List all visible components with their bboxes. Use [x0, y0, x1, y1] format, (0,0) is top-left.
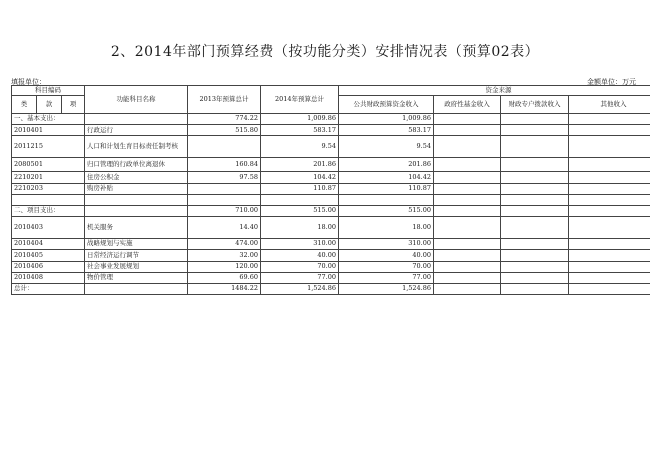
total-2013-cell: 774.22 — [188, 114, 261, 125]
public-budget-cell: 77.00 — [339, 272, 434, 283]
budget-table — [11, 85, 650, 295]
total-2014-cell: 583.17 — [261, 125, 339, 136]
total-2014-cell: 1,009.86 — [261, 114, 339, 125]
public-budget-cell: 18.00 — [339, 217, 434, 239]
table-row — [12, 250, 650, 261]
gov-fund-cell — [434, 239, 501, 250]
gov-fund-cell — [434, 125, 501, 136]
special-account-cell — [501, 183, 569, 194]
public-budget-cell: 110.87 — [339, 183, 434, 194]
table-row — [12, 272, 650, 283]
total-2014-cell: 104.42 — [261, 172, 339, 183]
special-account-cell — [501, 194, 569, 205]
other-income-cell — [569, 114, 650, 125]
table-row — [12, 183, 650, 194]
special-account-cell — [501, 125, 569, 136]
total-2014-cell: 1,524.86 — [261, 283, 339, 294]
special-account-cell — [501, 136, 569, 158]
public-budget-cell: 583.17 — [339, 125, 434, 136]
subject-code-cell: 2210201 — [12, 172, 85, 183]
gov-fund-cell — [434, 158, 501, 172]
public-budget-cell: 1,009.86 — [339, 114, 434, 125]
table-row — [12, 283, 650, 294]
page-title: 2、2014年部门预算经费（按功能分类）安排情况表（预算02表） — [110, 44, 540, 60]
function-name-cell: 行政运行 — [85, 125, 188, 136]
subject-code-cell: 2010405 — [12, 250, 85, 261]
total-2013-cell: 120.00 — [188, 261, 261, 272]
total-2014-cell: 18.00 — [261, 217, 339, 239]
total-2014-cell: 515.00 — [261, 205, 339, 216]
total-2013-cell: 14.40 — [188, 217, 261, 239]
total-2014-cell — [261, 194, 339, 205]
table-row — [12, 172, 650, 183]
table-row — [12, 205, 650, 216]
function-name-cell: 购房补贴 — [85, 183, 188, 194]
gov-fund-cell — [434, 205, 501, 216]
function-name-cell — [85, 205, 188, 216]
total-2013-cell — [188, 136, 261, 158]
other-income-cell — [569, 183, 650, 194]
gov-fund-cell — [434, 272, 501, 283]
total-2014-header: 2014年预算总计 — [261, 86, 339, 114]
subject-code-cell: 2080501 — [12, 158, 85, 172]
public-budget-cell: 104.42 — [339, 172, 434, 183]
special-account-cell — [501, 239, 569, 250]
total-2013-cell: 69.60 — [188, 272, 261, 283]
table-row — [12, 158, 650, 172]
total-2013-cell: 160.84 — [188, 158, 261, 172]
public-budget-header: 公共财政预算资金收入 — [339, 96, 434, 114]
function-name-cell: 人口和计划生育目标责任制考核 — [85, 136, 188, 158]
subject-code-cell: 2010403 — [12, 217, 85, 239]
other-income-cell — [569, 239, 650, 250]
subject-code-cell: 2010408 — [12, 272, 85, 283]
other-income-header: 其他收入 — [569, 96, 650, 114]
total-2014-cell: 201.86 — [261, 158, 339, 172]
public-budget-cell — [339, 194, 434, 205]
function-name-header: 功能科目名称 — [85, 86, 188, 114]
subject-code-cell: 2010401 — [12, 125, 85, 136]
table-row — [12, 194, 650, 205]
gov-fund-cell — [434, 172, 501, 183]
function-name-cell: 住房公积金 — [85, 172, 188, 183]
subject-code-cell: 2010404 — [12, 239, 85, 250]
special-account-cell — [501, 158, 569, 172]
public-budget-cell: 40.00 — [339, 250, 434, 261]
subject-code-cell: 2210203 — [12, 183, 85, 194]
special-account-cell — [501, 205, 569, 216]
total-2014-cell: 40.00 — [261, 250, 339, 261]
special-account-cell — [501, 261, 569, 272]
reporting-unit-label: 填报单位： — [11, 78, 46, 86]
special-account-cell — [501, 272, 569, 283]
special-account-cell — [501, 250, 569, 261]
total-2014-cell: 310.00 — [261, 239, 339, 250]
public-budget-cell: 1,524.86 — [339, 283, 434, 294]
function-name-cell — [85, 283, 188, 294]
source-group-header: 资金来源 — [339, 86, 650, 96]
gov-fund-cell — [434, 114, 501, 125]
total-2013-cell: 710.00 — [188, 205, 261, 216]
other-income-cell — [569, 205, 650, 216]
other-income-cell — [569, 172, 650, 183]
public-budget-cell: 515.00 — [339, 205, 434, 216]
public-budget-cell: 201.86 — [339, 158, 434, 172]
subject-code-cell — [12, 194, 85, 205]
kuan-header: 款 — [37, 96, 62, 114]
function-name-cell — [85, 194, 188, 205]
gov-fund-cell — [434, 283, 501, 294]
other-income-cell — [569, 272, 650, 283]
public-budget-cell: 70.00 — [339, 261, 434, 272]
total-2013-cell: 474.00 — [188, 239, 261, 250]
other-income-cell — [569, 283, 650, 294]
public-budget-cell: 310.00 — [339, 239, 434, 250]
gov-fund-cell — [434, 136, 501, 158]
other-income-cell — [569, 194, 650, 205]
gov-fund-header: 政府性基金收入 — [434, 96, 501, 114]
total-2014-cell: 77.00 — [261, 272, 339, 283]
other-income-cell — [569, 136, 650, 158]
xiang-header: 项 — [62, 96, 85, 114]
other-income-cell — [569, 158, 650, 172]
total-2013-cell — [188, 183, 261, 194]
table-row — [12, 125, 650, 136]
function-name-cell: 社会事业发展规划 — [85, 261, 188, 272]
other-income-cell — [569, 250, 650, 261]
table-row — [12, 136, 650, 158]
gov-fund-cell — [434, 183, 501, 194]
subject-code-cell: 总计： — [12, 283, 85, 294]
other-income-cell — [569, 217, 650, 239]
public-budget-cell: 9.54 — [339, 136, 434, 158]
gov-fund-cell — [434, 194, 501, 205]
function-name-cell: 战略规划与实施 — [85, 239, 188, 250]
special-account-cell — [501, 283, 569, 294]
gov-fund-cell — [434, 261, 501, 272]
total-2013-cell: 515.80 — [188, 125, 261, 136]
other-income-cell — [569, 125, 650, 136]
special-account-cell — [501, 217, 569, 239]
table-row — [12, 261, 650, 272]
function-name-cell: 日常经济运行调节 — [85, 250, 188, 261]
total-2013-cell: 1484.22 — [188, 283, 261, 294]
total-2013-header: 2013年预算总计 — [188, 86, 261, 114]
special-account-cell — [501, 114, 569, 125]
special-account-header: 财政专户拨款收入 — [501, 96, 569, 114]
special-account-cell — [501, 172, 569, 183]
total-2014-cell: 9.54 — [261, 136, 339, 158]
code-group-header: 科目编码 — [12, 86, 85, 96]
subject-code-cell: 一、基本支出： — [12, 114, 85, 125]
total-2013-cell: 32.00 — [188, 250, 261, 261]
other-income-cell — [569, 261, 650, 272]
table-row — [12, 114, 650, 125]
lei-header: 类 — [12, 96, 37, 114]
subject-code-cell: 2010406 — [12, 261, 85, 272]
function-name-cell: 物价管理 — [85, 272, 188, 283]
total-2014-cell: 110.87 — [261, 183, 339, 194]
function-name-cell: 机关服务 — [85, 217, 188, 239]
function-name-cell — [85, 114, 188, 125]
function-name-cell: 归口管理的行政单位离退休 — [85, 158, 188, 172]
total-2014-cell: 70.00 — [261, 261, 339, 272]
gov-fund-cell — [434, 250, 501, 261]
amount-unit-label: 金额单位：万元 — [587, 78, 636, 86]
total-2013-cell — [188, 194, 261, 205]
subject-code-cell: 二、项目支出： — [12, 205, 85, 216]
subject-code-cell: 2011215 — [12, 136, 85, 158]
total-2013-cell: 97.58 — [188, 172, 261, 183]
table-row — [12, 217, 650, 239]
gov-fund-cell — [434, 217, 501, 239]
table-row — [12, 239, 650, 250]
